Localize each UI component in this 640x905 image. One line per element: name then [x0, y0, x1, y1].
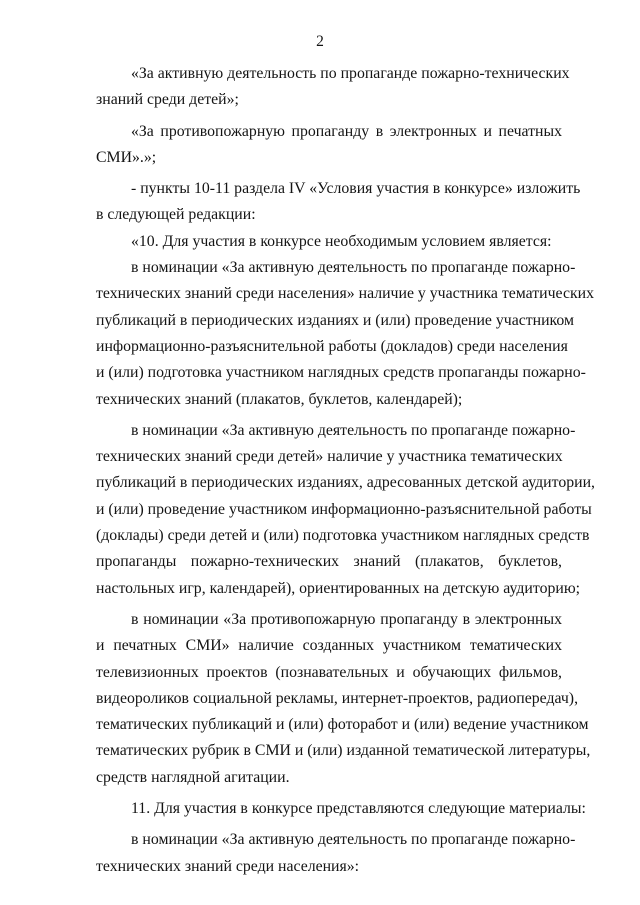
text-line: - пункты 10-11 раздела IV «Условия участия в конкурсе» изложить — [131, 180, 581, 198]
page-number: 2 — [316, 33, 324, 50]
text-line: технических знаний среди населения»: — [96, 857, 360, 875]
text-line: знаний среди детей»; — [96, 91, 239, 109]
text-line: публикаций в периодических изданиях и (или) проведение участником — [96, 311, 575, 329]
text-line: видеороликов социальной рекламы, интернет-проектов, радиопередач), — [96, 689, 579, 707]
text-line: СМИ».»; — [96, 148, 157, 166]
text-line: в номинации «За противопожарную пропаганду в электронных — [131, 610, 562, 628]
text-line: и (или) подготовка участником наглядных средств пропаганды пожарно- — [96, 364, 586, 382]
text-line: 11. Для участия в конкурсе представляются следующие материалы: — [131, 800, 586, 818]
text-line: средств наглядной агитации. — [96, 768, 290, 786]
text-line: (доклады) среди детей и (или) подготовка участником наглядных средств — [96, 527, 590, 545]
text-line: технических знаний среди детей» наличие у участника тематических — [96, 448, 563, 466]
text-line: тематических рубрик в СМИ и (или) изданной тематической литературы, — [96, 742, 591, 760]
text-line: в номинации «За активную деятельность по пропаганде пожарно- — [131, 831, 576, 849]
text-line: в номинации «За активную деятельность по пропаганде пожарно- — [131, 259, 576, 277]
text-line: информационно-разъяснительной работы (докладов) среди населения — [96, 337, 568, 355]
text-line: «За активную деятельность по пропаганде пожарно-технических — [131, 65, 570, 82]
text-line: в следующей редакции: — [96, 206, 256, 224]
text-line: «10. Для участия в конкурсе необходимым условием является: — [131, 232, 552, 250]
text-line: и (или) проведение участником информационно-разъяснительной работы — [96, 500, 592, 518]
text-line: «За противопожарную пропаганду в электронных и печатных — [131, 122, 562, 140]
text-line: тематических публикаций и (или) фоторабот и (или) ведение участником — [96, 716, 589, 734]
text-line: пропаганды пожарно-технических знаний (плакатов, буклетов, — [96, 553, 562, 571]
document-body — [96, 61, 595, 880]
text-line: в номинации «За активную деятельность по пропаганде пожарно- — [131, 421, 576, 439]
text-line: публикаций в периодических изданиях, адресованных детской аудитории, — [96, 474, 595, 492]
text-line: технических знаний (плакатов, буклетов, календарей); — [96, 390, 463, 408]
text-line: и печатных СМИ» наличие созданных участником тематических — [96, 637, 562, 655]
text-line: настольных игр, календарей), ориентированных на детскую аудиторию; — [96, 579, 581, 597]
text-line: технических знаний среди населения» наличие у участника тематических — [96, 285, 594, 303]
text-line: телевизионных проектов (познавательных и обучающих фильмов, — [96, 663, 562, 681]
